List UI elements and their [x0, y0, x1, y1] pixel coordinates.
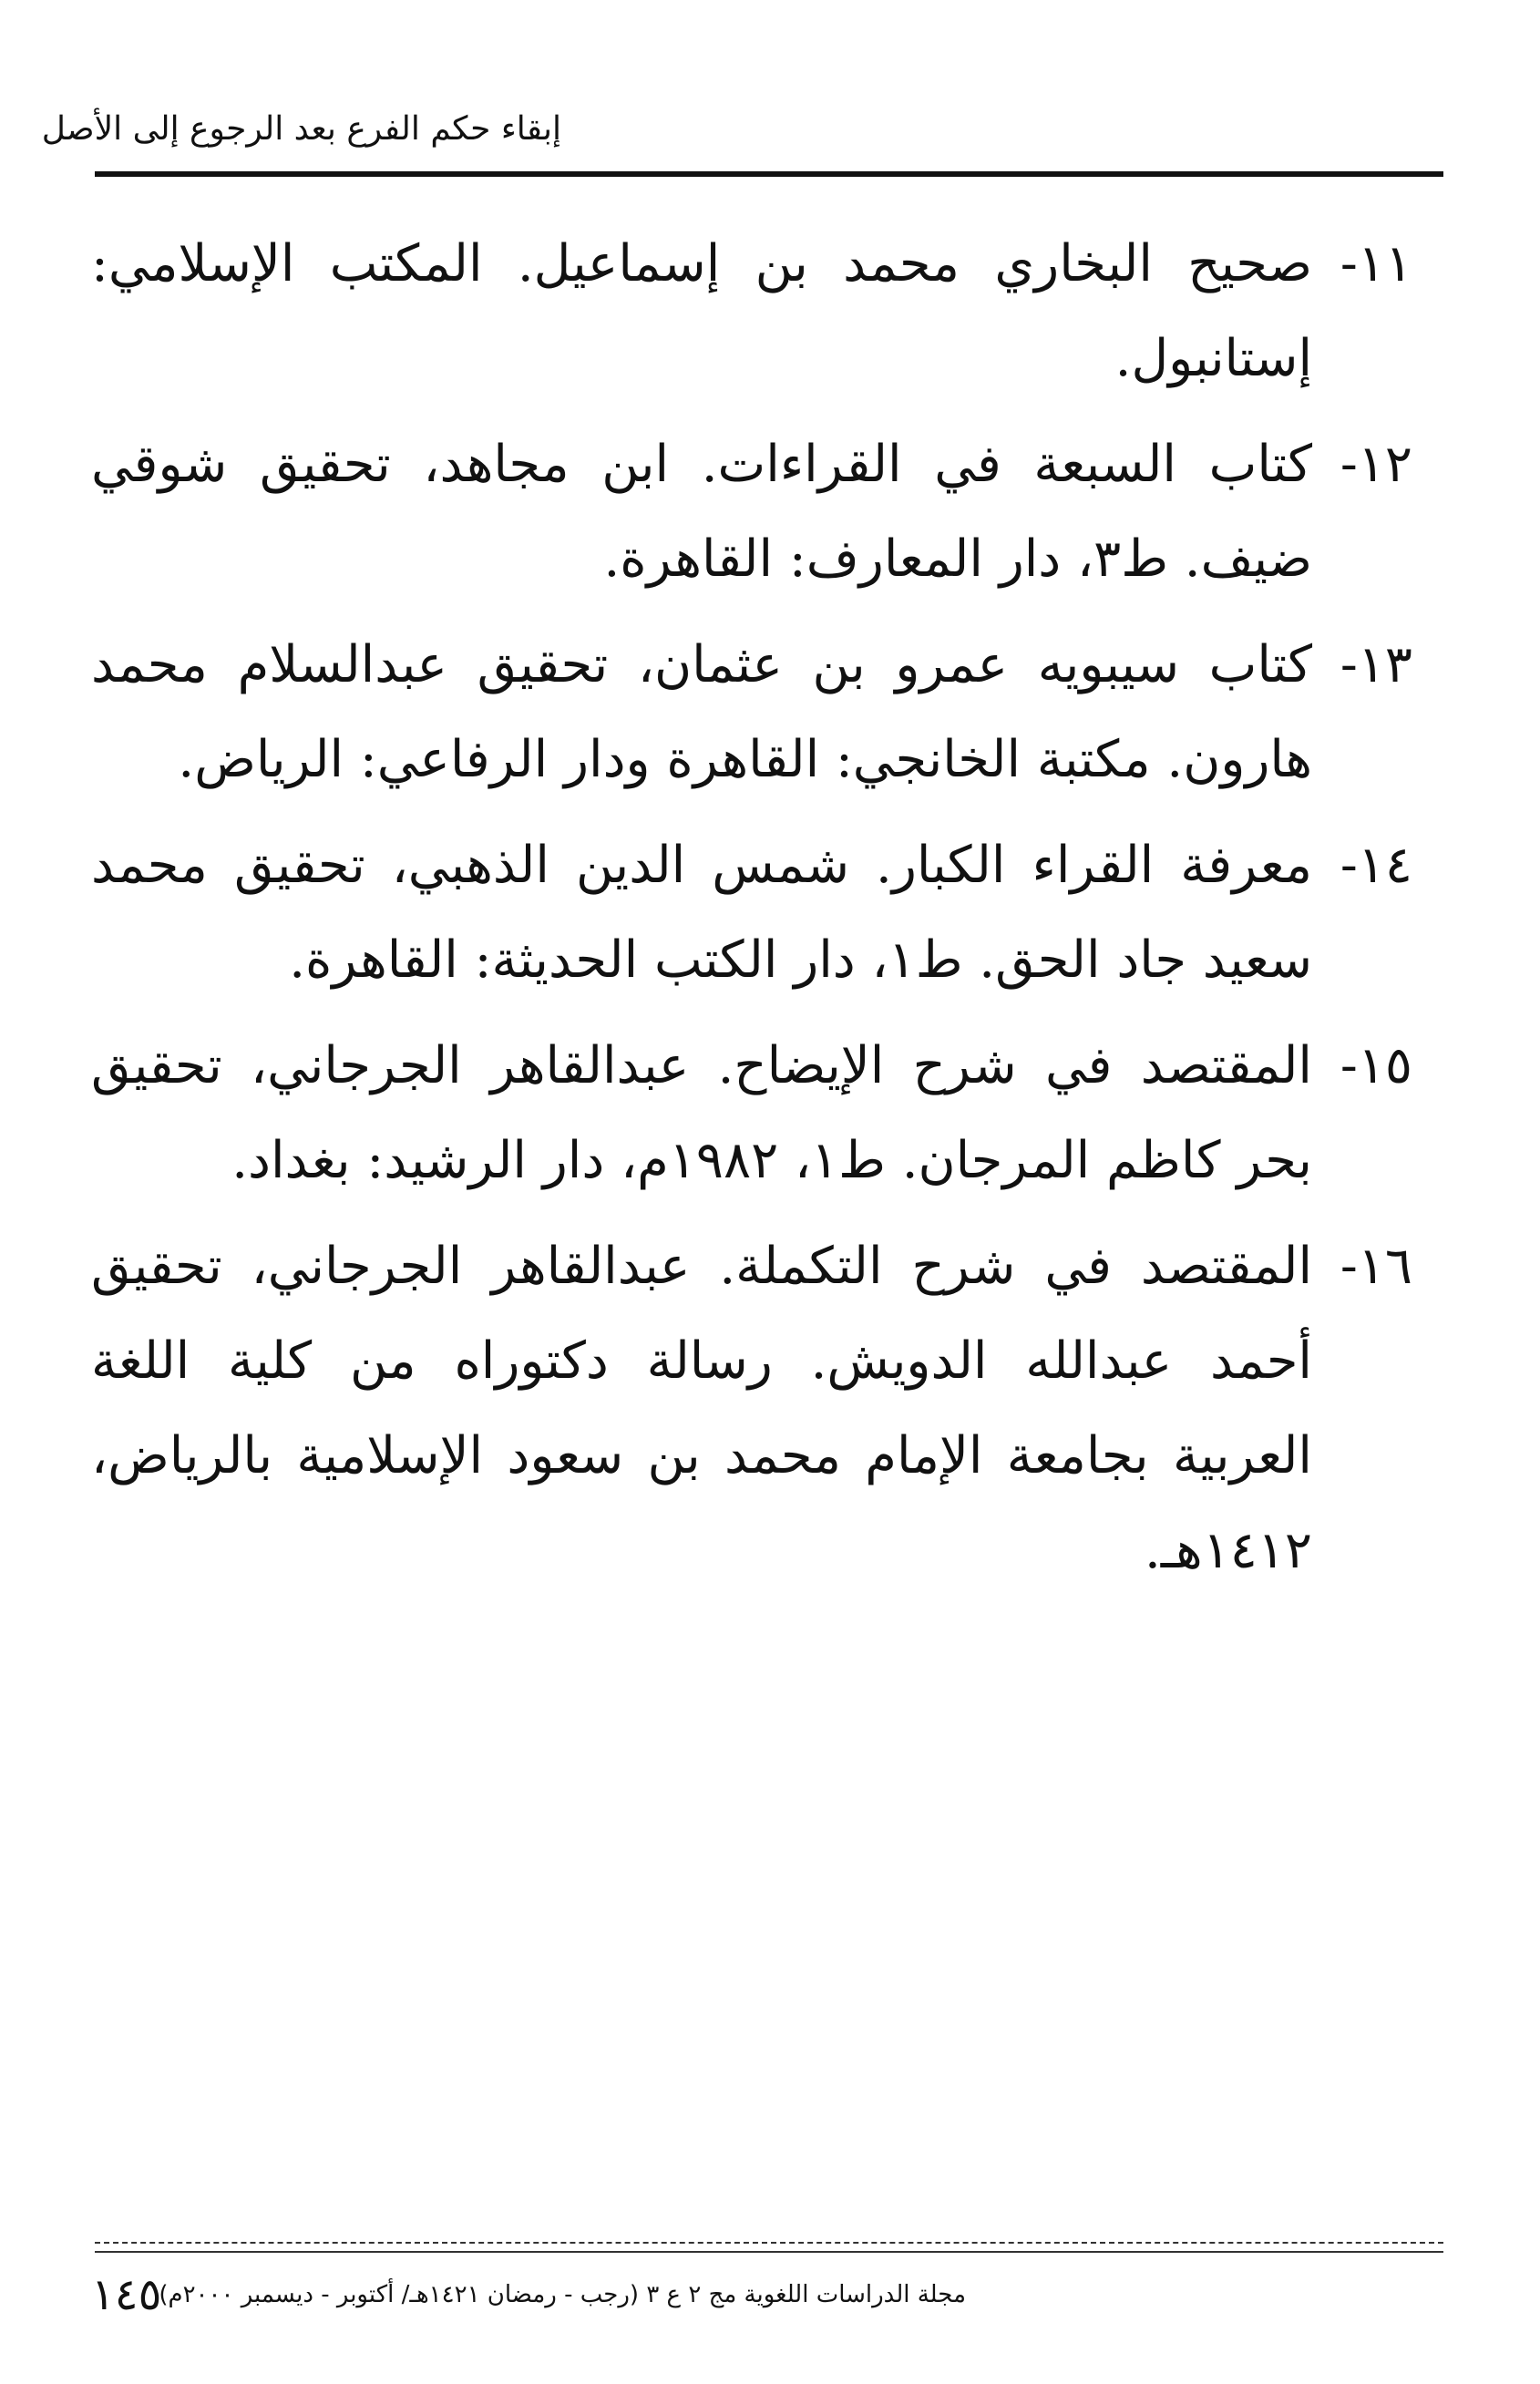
reference-number: ١٥- [1340, 1036, 1412, 1095]
running-title: إبقاء حكم الفرع بعد الرجوع إلى الأصل [41, 110, 561, 148]
footer-rule-dashed [95, 2242, 1443, 2244]
header-rule [95, 171, 1443, 177]
reference-text: المقتصد في شرح الإيضاح. عبدالقاهر الجرجاني، تحقيق بحر كاظم المرجان. ط١، ١٩٨٢م، دار الرشيد: بغداد. [91, 1036, 1312, 1190]
footer-rule [95, 2251, 1443, 2253]
reference-item [91, 1019, 1412, 1208]
reference-text: كتاب السبعة في القراءات. ابن مجاهد، تحقيق شوقي ضيف. ط٣، دار المعارف: القاهرة. [91, 435, 1312, 589]
reference-number: ١٦- [1340, 1237, 1412, 1296]
reference-item [91, 818, 1412, 1008]
reference-number: ١٤- [1340, 836, 1412, 895]
reference-list [91, 217, 1412, 1609]
reference-text: معرفة القراء الكبار. شمس الدين الذهبي، تحقيق محمد سعيد جاد الحق. ط١، دار الكتب الحديثة: القاهرة. [91, 836, 1312, 990]
reference-number: ١٣- [1340, 635, 1412, 694]
page-number: ١٤٥ [91, 2269, 162, 2320]
reference-item [91, 618, 1412, 807]
reference-text: صحيح البخاري محمد بن إسماعيل. المكتب الإسلامي: إستانبول. [91, 234, 1312, 388]
reference-text: المقتصد في شرح التكملة. عبدالقاهر الجرجاني، تحقيق أحمد عبدالله الدويش. رسالة دكتوراه من كلية اللغة العربية بجامعة الإمام محمد بن سعود الإسلامية بالرياض، ١٤١٢هـ. [91, 1237, 1312, 1580]
reference-number: ١٢- [1340, 435, 1412, 494]
reference-item [91, 417, 1412, 607]
journal-info: مجلة الدراسات اللغوية مج ٢ ع ٣ (رجب - رمضان ١٤٢١هـ/ أكتوبر - ديسمبر ٢٠٠٠م) [159, 2281, 966, 2308]
reference-number: ١١- [1340, 234, 1412, 293]
reference-text: كتاب سيبويه عمرو بن عثمان، تحقيق عبدالسلام محمد هارون. مكتبة الخانجي: القاهرة ودار الرفاعي: الرياض. [91, 635, 1312, 789]
reference-item [91, 217, 1412, 406]
reference-item [91, 1219, 1412, 1598]
